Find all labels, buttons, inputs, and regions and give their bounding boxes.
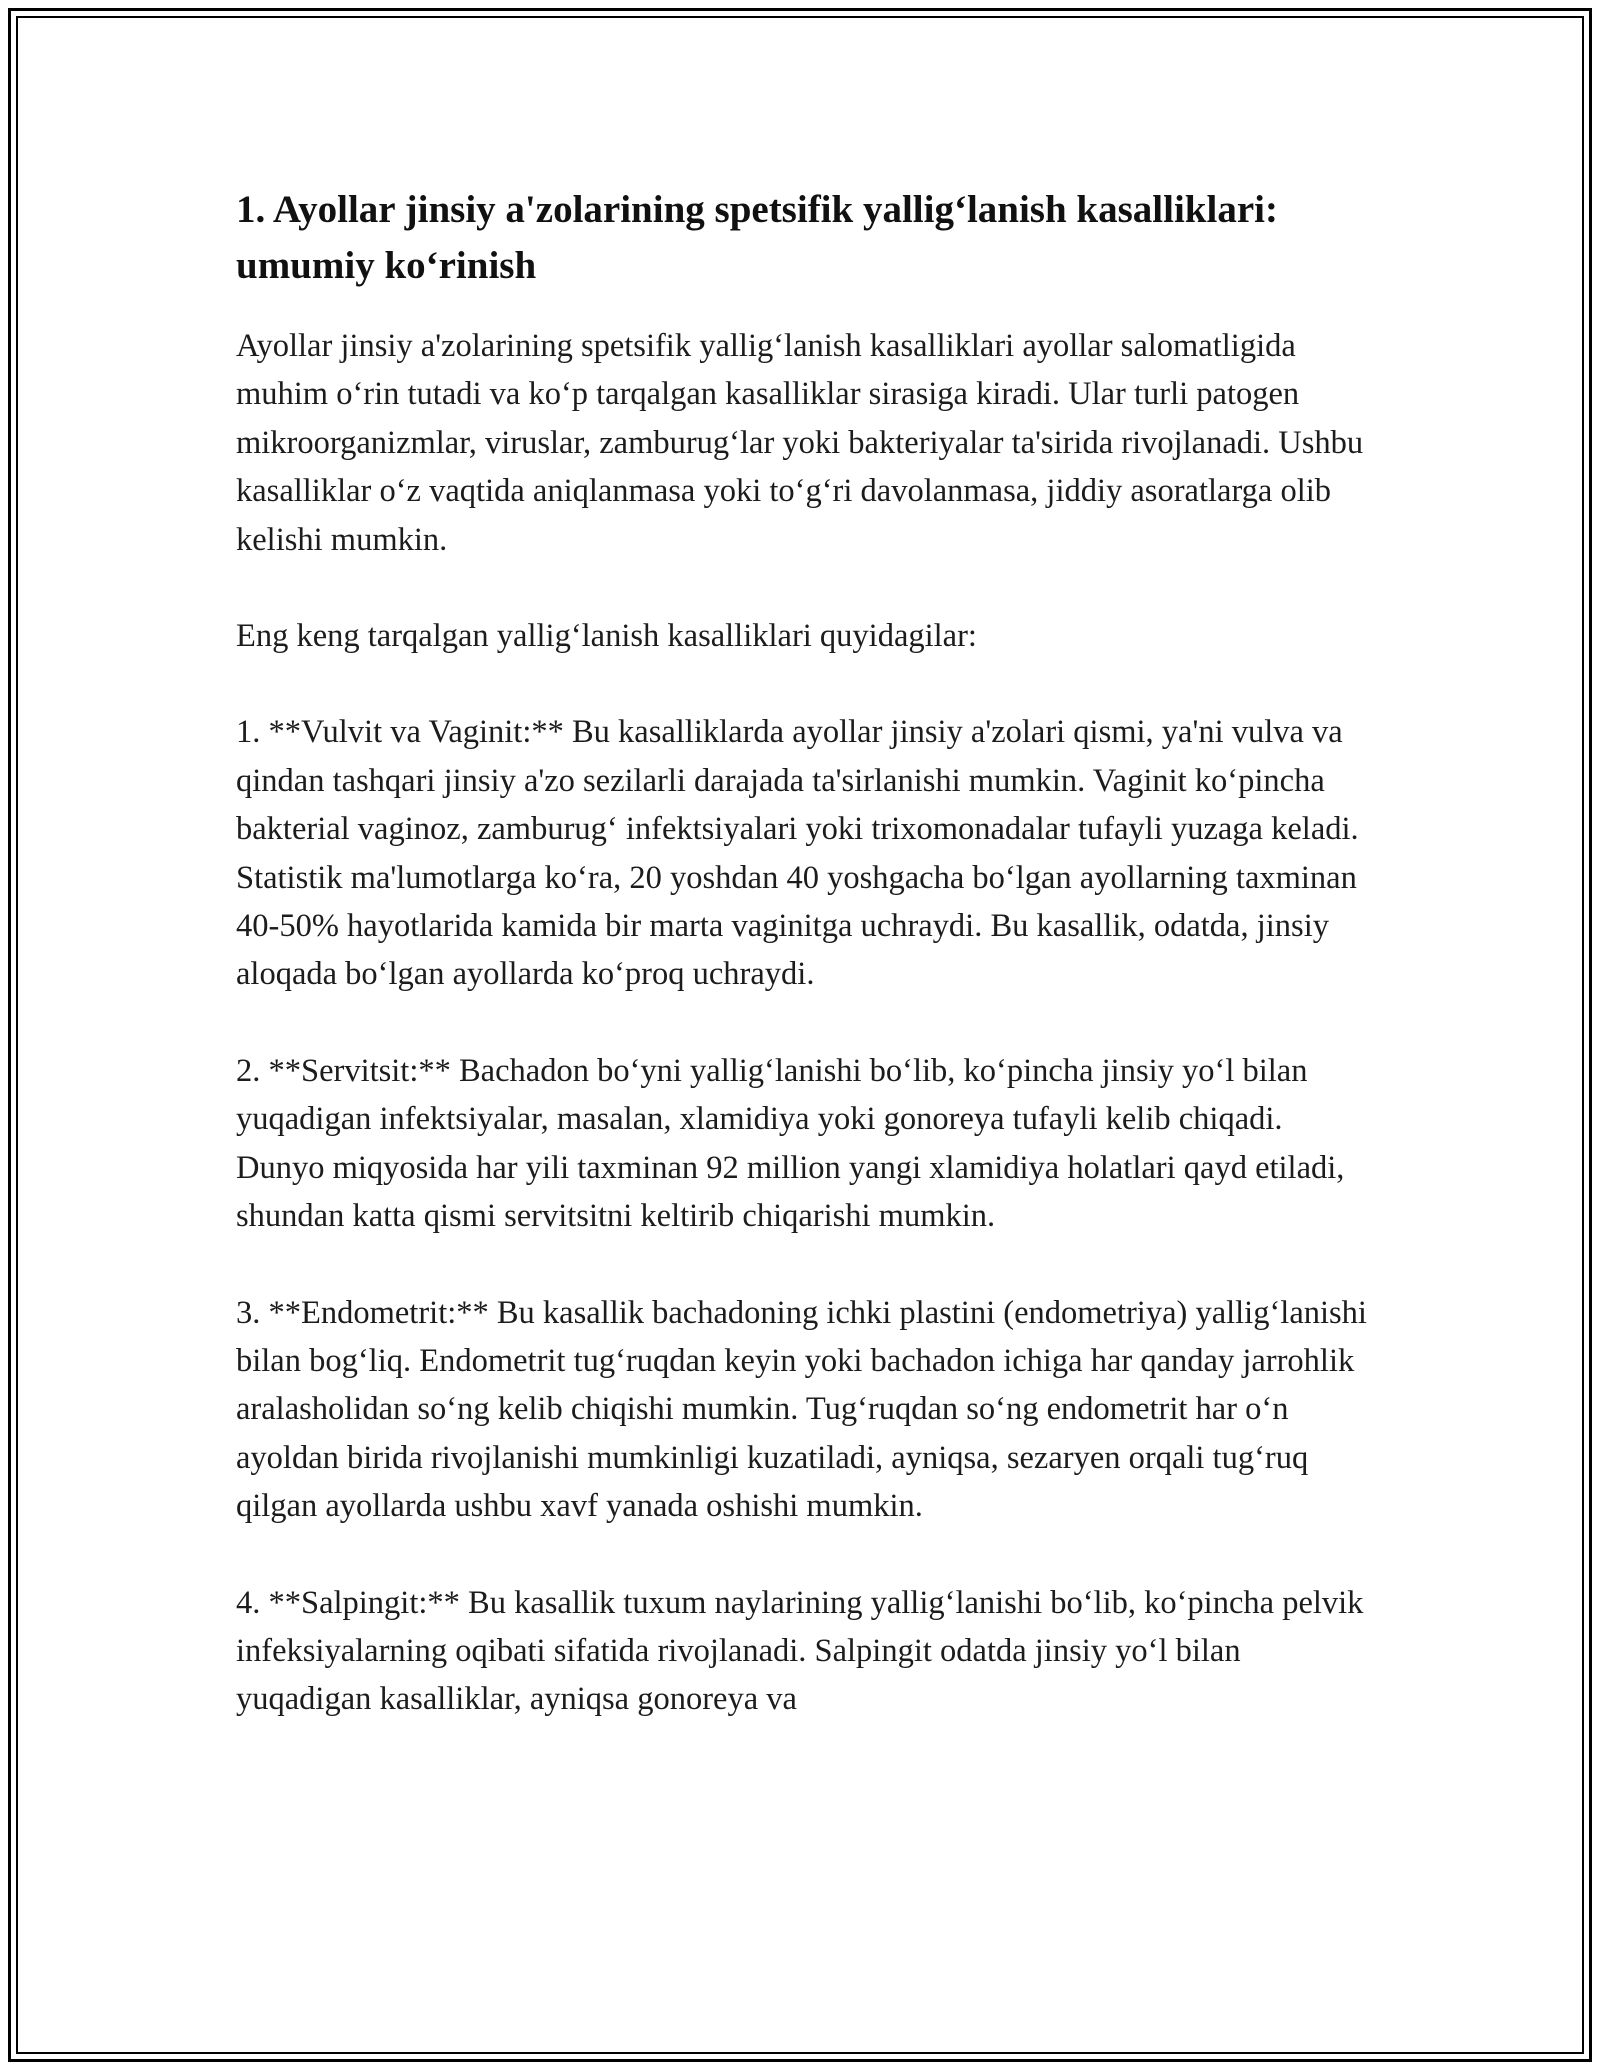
item-salpingit: 4. **Salpingit:** Bu kasallik tuxum naylarining yallig‘lanishi bo‘lib, ko‘pincha pelvik infeksiyalarning oqibati sifatida rivojlanadi. Salpingit odatda jinsiy yo‘l bilan yuqadigan kasalliklar, ayniqsa gonoreya va <box>236 1584 1364 1718</box>
document-page <box>236 182 1376 1724</box>
item-endometrit: 3. **Endometrit:** Bu kasallik bachadoning ichki plastini (endometriya) yallig‘lanishi bilan bog‘liq. Endometrit tug‘ruqdan keyin yoki bachadon ichiga har qanday jarrohlik aralasholidan so‘ng kelib chiqishi mumkin. Tug‘ruqdan so‘ng endometrit har o‘n ayoldan birida rivojlanishi mumkinligi kuzatiladi, ayniqsa, sezaryen orqali tug‘ruq qilgan ayollarda ushbu xavf yanada oshishi mumkin. <box>236 1294 1367 1525</box>
item-servitsit: 2. **Servitsit:** Bachadon bo‘yni yallig‘lanishi bo‘lib, ko‘pincha jinsiy yo‘l bilan yuqadigan infektsiyalar, masalan, xlamidiya yoki gonoreya tufayli kelib chiqadi. Dunyo miqyosida har yili taxminan 92 million yangi xlamidiya holatlari qayd etiladi, shundan katta qismi servitsitni keltirib chiqarishi mumkin. <box>236 1052 1345 1235</box>
item-vulvit-vaginit: 1. **Vulvit va Vaginit:** Bu kasalliklarda ayollar jinsiy a'zolari qismi, ya'ni vulva va qindan tashqari jinsiy a'zo sezilarli darajada ta'sirlanishi mumkin. Vaginit ko‘pincha bakterial vaginoz, zamburug‘ infektsiyalari yoki trixomonadalar tufayli yuzaga keladi. Statistik ma'lumotlarga ko‘ra, 20 yoshdan 40 yoshgacha bo‘lgan ayollarning taxminan 40-50% hayotlarida kamida bir marta vaginitga uchraydi. Bu kasallik, odatda, jinsiy aloqada bo‘lgan ayollarda ko‘proq uchraydi. <box>236 714 1359 993</box>
section-heading: 1. Ayollar jinsiy a'zolarining spetsifik yallig‘lanish kasalliklari: umumiy ko‘rinish <box>236 188 1278 287</box>
intro-paragraph: Ayollar jinsiy a'zolarining spetsifik yallig‘lanish kasalliklari ayollar salomatligida muhim o‘rin tutadi va ko‘p tarqalgan kasalliklar sirasiga kiradi. Ular turli patogen mikroorganizmlar, viruslar, zamburug‘lar yoki bakteriyalar ta'sirida rivojlanadi. Ushbu kasalliklar o‘z vaqtida aniqlanmasa yoki to‘g‘ri davolanmasa, jiddiy asoratlarga olib kelishi mumkin. <box>236 328 1364 558</box>
list-intro-paragraph: Eng keng tarqalgan yallig‘lanish kasalliklari quyidagilar: <box>236 618 977 655</box>
